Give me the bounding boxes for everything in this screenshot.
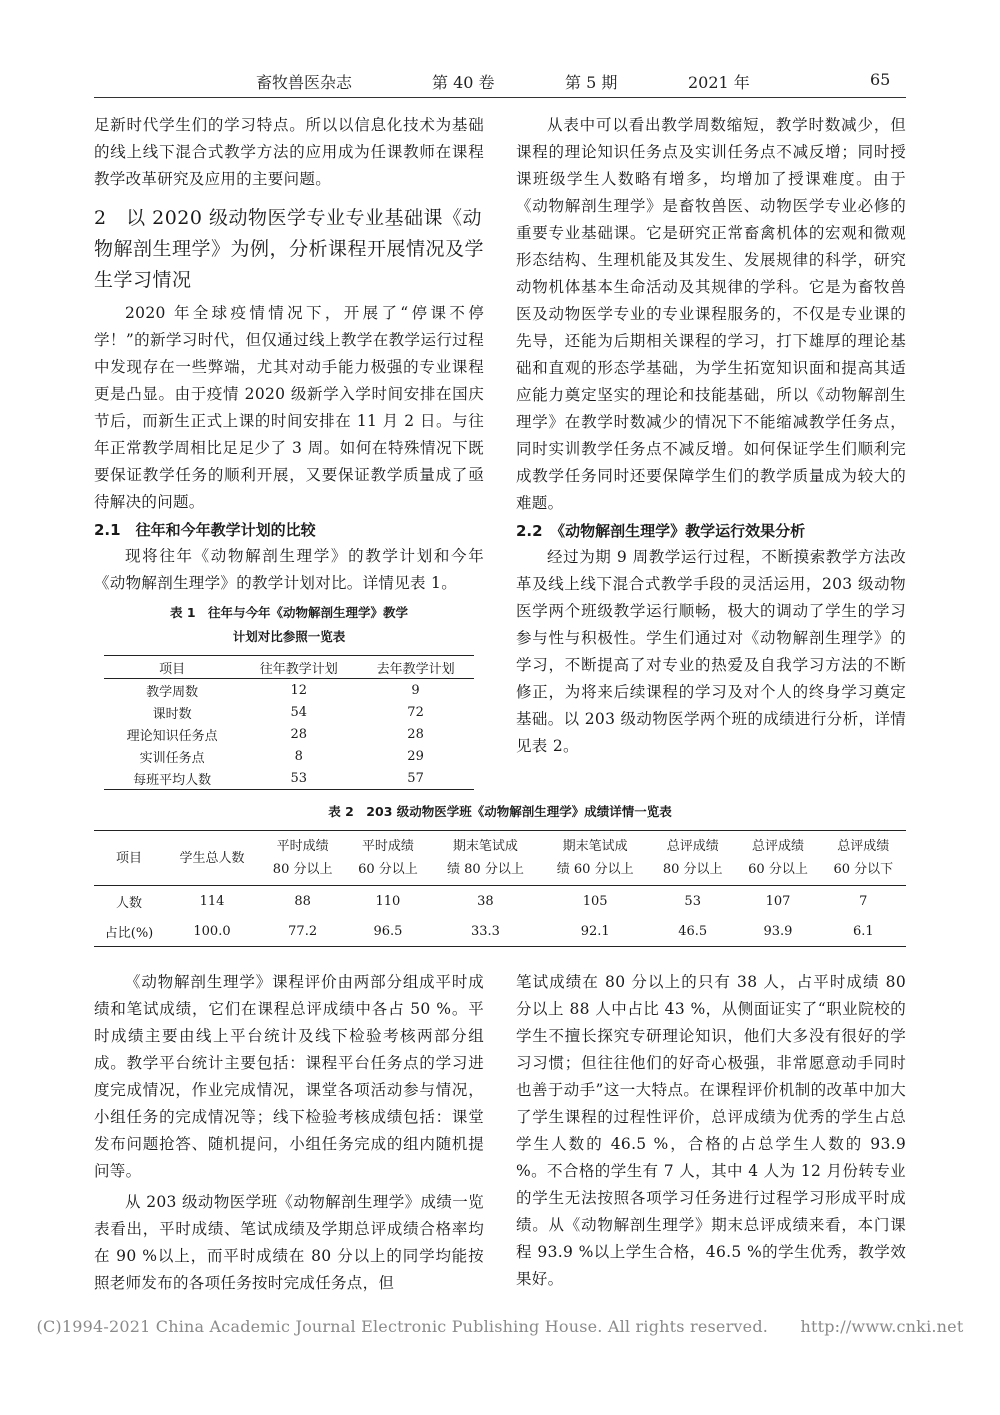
table-cell: 107: [765, 893, 791, 909]
table-cell: 57: [407, 770, 424, 786]
table-cell: 28: [290, 726, 307, 742]
copyright-footer: (C)1994-2021 China Academic Journal Electronic Publishing House. All rights reserved. http://www.cnki.net: [36, 1317, 964, 1336]
table-cell: 38: [477, 893, 494, 909]
column-header: [345, 831, 430, 886]
paragraph: 从 203 级动物医学班《动物解剖生理学》成绩一览表看出，平时成绩、笔试成绩及学期总评成绩合格率均在 90 %以上，而平时成绩在 80 分以上的同学均能按照老师发布的各项任务按时完成任务点，但: [94, 1193, 484, 1292]
table-cell: 93.9: [763, 923, 793, 939]
header-text: 60 分以下: [833, 862, 894, 877]
header-text: 项目: [115, 850, 142, 866]
table-cell: 教学周数: [146, 684, 199, 700]
table-cell: 72: [407, 704, 424, 720]
table-header-row: [94, 831, 906, 886]
table-cell: 28: [407, 726, 424, 742]
table-cell: 53: [290, 770, 307, 786]
right-column: [516, 112, 906, 760]
table-cell: 33.3: [470, 923, 500, 939]
header-text: 80 分以上: [662, 862, 723, 877]
publication-year: 2021 年: [688, 73, 750, 92]
header-text: 60 分以上: [358, 862, 418, 877]
subsection-heading: 2.1 往年和今年教学计划的比较: [94, 521, 316, 539]
paragraph: 足新时代学生们的学习特点。所以以信息化技术为基础的线上线下混合式教学方法的应用成为任课教师在课程教学改革研究及应用的主要问题。: [94, 116, 484, 188]
table-cell: 54: [290, 704, 307, 720]
table-cell: 29: [407, 748, 424, 764]
column-header: [540, 831, 650, 886]
table-cell: 8: [294, 748, 303, 764]
column-header: [260, 831, 345, 886]
table-row: [104, 767, 474, 790]
table-row: [104, 745, 474, 767]
header-text: 平时成绩: [361, 839, 414, 854]
header-text: 学生总人数: [179, 850, 245, 866]
table-cell: 每班平均人数: [133, 772, 212, 788]
column-header: [735, 831, 820, 886]
header-text: 总评成绩: [751, 839, 804, 854]
header-text: 绩 80 分以上: [447, 862, 524, 877]
volume-number: 第 40 卷: [432, 73, 495, 92]
column-header: [650, 831, 735, 886]
table-row: [104, 679, 474, 702]
column-header: [431, 831, 541, 886]
table-cell: 6.1: [852, 923, 874, 939]
column-header: 去年教学计划: [376, 661, 455, 677]
table-cell: 77.2: [288, 923, 318, 939]
column-header: [164, 831, 260, 886]
header-text: 期末笔试成: [562, 839, 628, 854]
paragraph: 现将往年《动物解剖生理学》的教学计划和今年《动物解剖生理学》的教学计划对比。详情见表 1。: [94, 547, 484, 592]
paragraph: 从表中可以看出教学周数缩短，教学时数减少，但课程的理论知识任务点及实训任务点不减反增；同时授课班级学生人数略有增多，均增加了授课难度。由于《动物解剖生理学》是畜牧兽医、动物医学专业必修的重要专业基础课。它是研究正常畜禽机体的宏观和微观形态结构、生理机能及其发生、发展规律的科学，研究动物机体基本生命活动及其规律的学科。它是为畜牧兽医及动物医学专业的专业课程服务的，不仅是专业课的先导，还能为后期相关课程的学习，打下雄厚的理论基础和直观的形态学基础，为学生拓宽知识面和提高其适应能力奠定坚实的理论和技能基础，所以《动物解剖生理学》在教学时数减少的情况下不能缩减教学任务点，同时实训教学任务点不减反增。如何保证学生们顺利完成教学任务同时还要保障学生们的教学质量成为较大的难题。: [516, 116, 906, 512]
header-rule: [94, 97, 906, 98]
paragraph: 《动物解剖生理学》课程评价由两部分组成平时成绩和笔试成绩，它们在课程总评成绩中各占 50 %。平时成绩主要由线上平台统计及线下检验考核两部分组成。教学平台统计主要包括：课程平台任务点的学习进度完成情况，作业完成情况，课堂各项活动参与情况，小组任务的完成情况等；线下检验考核成绩包括：课堂发布问题抢答、随机提问，小组任务完成的组内随机提问等。: [94, 973, 484, 1180]
table-cell: 12: [290, 682, 307, 698]
table-cell: 占比(%): [104, 925, 154, 941]
table-header-row: [104, 656, 474, 679]
table-row: [104, 701, 474, 723]
table-row: [94, 916, 906, 947]
table-cell: 100.0: [193, 923, 231, 939]
table-caption: 表 2 203 级动物医学班《动物解剖生理学》成绩详情一览表: [328, 804, 672, 819]
table-cell: 理论知识任务点: [126, 728, 218, 744]
left-column-bottom: [94, 969, 484, 1297]
table-caption: 计划对比参照一览表: [232, 629, 346, 644]
column-header: 往年教学计划: [259, 661, 338, 677]
paragraph: 2020 年全球疫情情况下，开展了“停课不停学！”的新学习时代，但仅通过线上教学在教学运行过程中发现存在一些弊端，尤其对动手能力极强的专业课程更是凸显。由于疫情 2020 级新学入学时间安排在国庆节后，而新生正式上课的时间安排在 11 月 2 日。与往年正常教学周相比足足少了 3 周。如何在特殊情况下既要保证教学任务的顺利开展，又要保证教学质量成了亟待解决的问题。: [94, 304, 484, 511]
header-text: 平时成绩: [276, 839, 329, 854]
header-text: 80 分以上: [272, 862, 333, 877]
grades-table: [94, 830, 906, 947]
section-heading: 2 以 2020 级动物医学专业专业基础课《动物解剖生理学》为例，分析课程开展情况及学生学习情况: [94, 207, 485, 291]
header-text: 绩 60 分以上: [556, 862, 634, 877]
table-cell: 课时数: [152, 706, 192, 722]
journal-name: 畜牧兽医杂志: [256, 73, 353, 92]
table-cell: 53: [684, 893, 701, 909]
table-cell: 7: [859, 893, 868, 909]
table-row: [104, 723, 474, 745]
table-cell: 96.5: [373, 923, 403, 939]
table-1: [94, 601, 484, 790]
header-text: 总评成绩: [666, 839, 719, 854]
header-text: 总评成绩: [837, 839, 890, 854]
subsection-heading: 2.2 《动物解剖生理学》教学运行效果分析: [516, 522, 806, 540]
column-header: [821, 831, 906, 886]
table-cell: 92.1: [580, 923, 610, 939]
column-header: [94, 831, 164, 886]
table-2: [94, 800, 906, 947]
comparison-table: [104, 655, 474, 790]
header-text: 期末笔试成: [452, 839, 518, 854]
paragraph: 经过为期 9 周教学运行过程，不断摸索教学方法改革及线上线下混合式教学手段的灵活运用，203 级动物医学两个班级教学运行顺畅，极大的调动了学生的学习参与性与积极性。学生们通过对《动物解剖生理学》的学习，不断提高了对专业的热爱及自我学习方法的不断修正，为将来后续课程的学习及对个人的终身学习奠定基础。以 203 级动物医学两个班的成绩进行分析，详情见表 2。: [516, 548, 906, 755]
table-cell: 105: [582, 893, 608, 909]
column-header: 项目: [159, 661, 186, 677]
header-text: 60 分以上: [748, 862, 808, 877]
issue-number: 第 5 期: [565, 73, 618, 92]
table-cell: 人数: [115, 895, 142, 911]
table-cell: 88: [294, 893, 311, 909]
table-cell: 9: [411, 682, 420, 698]
running-header: [0, 70, 1000, 96]
table-cell: 46.5: [678, 923, 708, 939]
table-cell: 实训任务点: [139, 750, 205, 766]
left-column: [94, 112, 484, 790]
paragraph: 笔试成绩在 80 分以上的只有 38 人，占平时成绩 80 分以上 88 人中占比 43 %，从侧面证实了“职业院校的学生不擅长探究专研理论知识，他们大多没有很好的学习习惯；但往往他们的好奇心极强，非常愿意动手同时也善于动手”这一大特点。在课程评价机制的改革中加大了学生课程的过程性评价，总评成绩为优秀的学生占总学生人数的 46.5 %，合格的占总学生人数的 93.9 %。不合格的学生有 7 人，其中 4 人为 12 月份转专业的学生无法按照各项学习任务进行过程学习形成平时成绩。从《动物解剖生理学》期末总评成绩来看，本门课程 93.9 %以上学生合格，46.5 %的学生优秀，教学效果好。: [516, 973, 906, 1288]
table-row: [94, 886, 906, 917]
table-cell: 110: [375, 893, 401, 909]
table-caption: 表 1 往年与今年《动物解剖生理学》教学: [169, 605, 409, 620]
right-column-bottom: [516, 969, 906, 1293]
page-number: 65: [870, 70, 891, 89]
table-cell: 114: [199, 893, 225, 909]
